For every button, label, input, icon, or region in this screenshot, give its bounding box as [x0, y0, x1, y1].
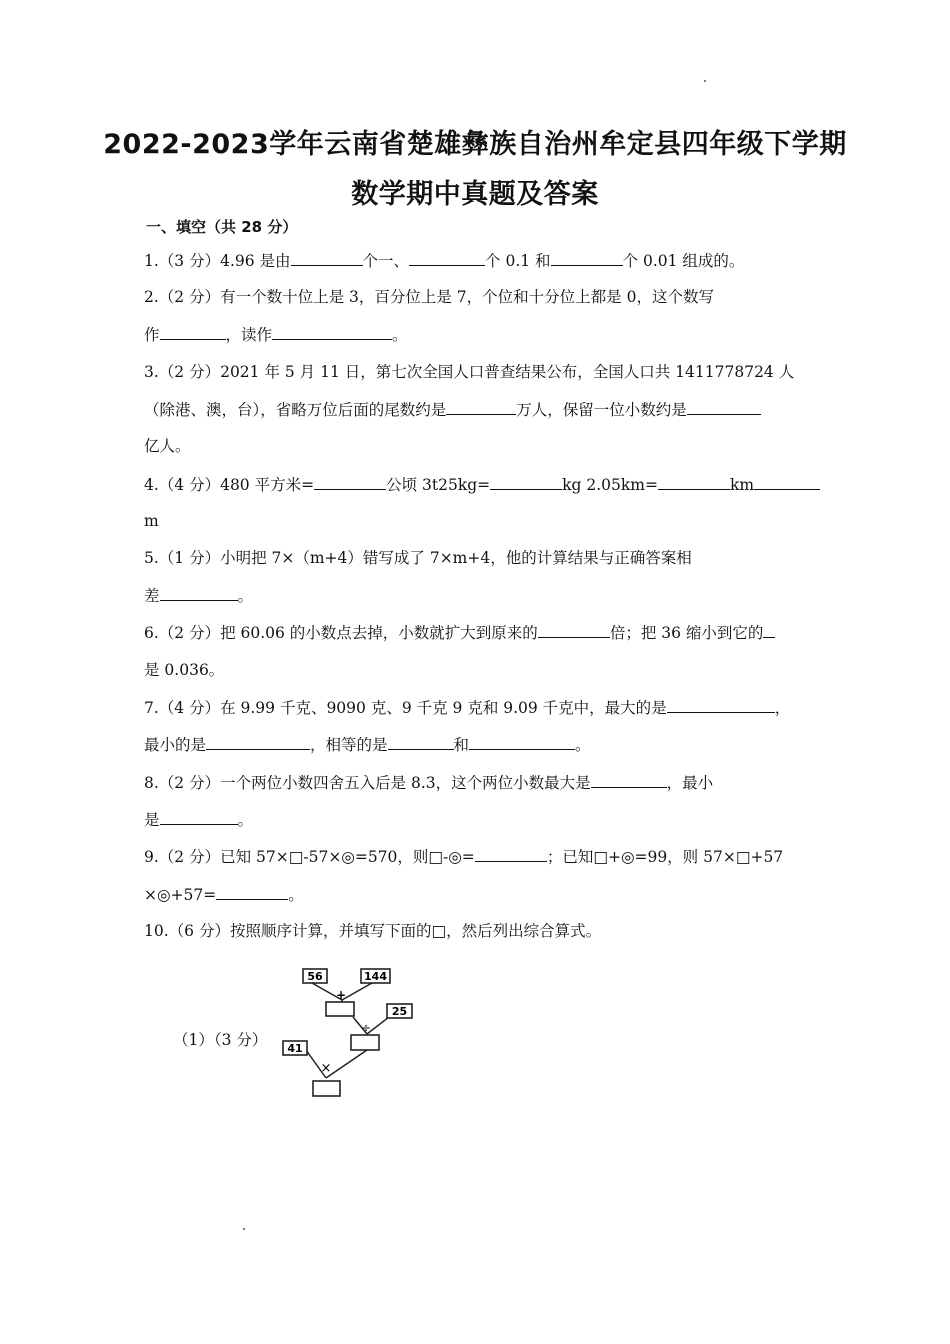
question-7-line-2: 最小的是 ，相等的是 和 。: [144, 736, 591, 754]
page-title: 2022-2023学年云南省楚雄彝族自治州牟定县四年级下学期: [103, 129, 847, 160]
question-6-line-2: 是 0.036。: [144, 661, 225, 679]
question-7: 7.（4 分）在 9.99 千克、9090 克、9 千克 9 克和 9.09 千克中，最大的是 ，: [144, 699, 791, 717]
answer-blank[interactable]: [591, 772, 667, 788]
plus-operator: +: [335, 988, 347, 1002]
answer-blank[interactable]: [687, 399, 761, 415]
question-9: 9.（2 分）已知 57×□-57×◎=570，则□-◎= ；已知□+◎=99，则 57×□+57: [144, 848, 784, 866]
answer-blank[interactable]: [272, 324, 392, 340]
scan-dot: [704, 80, 706, 82]
answer-blank[interactable]: [160, 585, 238, 601]
question-4: 4.（4 分）480 平方米= 公顷 3t25kg= kg 2.05km= km: [144, 474, 820, 495]
answer-blank[interactable]: [538, 622, 610, 638]
answer-blank[interactable]: [314, 474, 386, 490]
answer-blank[interactable]: [216, 884, 288, 900]
answer-blank[interactable]: [551, 250, 623, 266]
number-56: 56: [307, 970, 323, 983]
section-heading: 一、填空（共 28 分）: [146, 218, 298, 236]
answer-box[interactable]: [326, 1002, 354, 1016]
answer-blank[interactable]: [206, 734, 310, 750]
question-9-line-2: ×◎+57= 。: [144, 886, 304, 904]
question-2-line-2: 作 ，读作 。: [144, 326, 408, 344]
calculation-flow-diagram: [270, 964, 430, 1104]
question-2: 2.（2 分）有一个数十位上是 3，百分位上是 7，个位和十分位上都是 0，这个数写: [144, 288, 714, 306]
number-box-144: [361, 969, 390, 983]
answer-blank[interactable]: [475, 846, 547, 862]
question-4-line-2: m: [144, 512, 159, 530]
number-box-56: [303, 969, 327, 983]
number-41: 41: [287, 1042, 303, 1055]
answer-box[interactable]: [313, 1081, 340, 1096]
answer-blank[interactable]: [490, 474, 562, 490]
question-3-line-3: 亿人。: [144, 437, 191, 455]
divide-operator: ÷: [360, 1021, 372, 1035]
question-5-line-2: 差 。: [144, 587, 254, 605]
scan-dot: [243, 1228, 245, 1230]
answer-blank[interactable]: [291, 250, 363, 266]
answer-blank[interactable]: [160, 324, 226, 340]
answer-blank[interactable]: [658, 474, 730, 490]
question-6: 6.（2 分）把 60.06 的小数点去掉，小数就扩大到原来的 倍；把 36 缩小到它的: [144, 622, 775, 643]
answer-blank[interactable]: [754, 474, 820, 490]
number-144: 144: [364, 970, 387, 983]
sub-question-label: （1）（3 分）: [173, 1031, 268, 1049]
question-8-line-2: 是 。: [144, 811, 254, 829]
question-8: 8.（2 分）一个两位小数四舍五入后是 8.3，这个两位小数最大是 ，最小: [144, 774, 714, 792]
answer-blank[interactable]: [667, 697, 775, 713]
multiply-operator: ×: [320, 1061, 332, 1076]
answer-blank[interactable]: [446, 399, 516, 415]
number-box-41: [283, 1041, 307, 1055]
question-1: 1.（3 分）4.96 是由 个一、 个 0.1 和 个 0.01 组成的。: [144, 252, 745, 270]
question-10: 10.（6 分）按照顺序计算，并填写下面的□，然后列出综合算式。: [144, 922, 602, 940]
number-box-25: [387, 1004, 412, 1018]
question-5: 5.（1 分）小明把 7×（m+4）错写成了 7×m+4，他的计算结果与正确答案相: [144, 549, 692, 567]
number-25: 25: [391, 1005, 408, 1018]
answer-blank[interactable]: [409, 250, 485, 266]
answer-blank[interactable]: [388, 734, 454, 750]
answer-blank[interactable]: [160, 809, 238, 825]
page-subtitle: 数学期中真题及答案: [351, 179, 599, 210]
answer-blank[interactable]: [469, 734, 575, 750]
answer-blank[interactable]: [763, 622, 775, 638]
question-3-line-2: （除港、澳，台），省略万位后面的尾数约是 万人，保留一位小数约是: [144, 399, 761, 420]
answer-box[interactable]: [351, 1035, 379, 1050]
question-3: 3.（2 分）2021 年 5 月 11 日，第七次全国人口普查结果公布，全国人口共 1411778724 人: [144, 363, 795, 381]
